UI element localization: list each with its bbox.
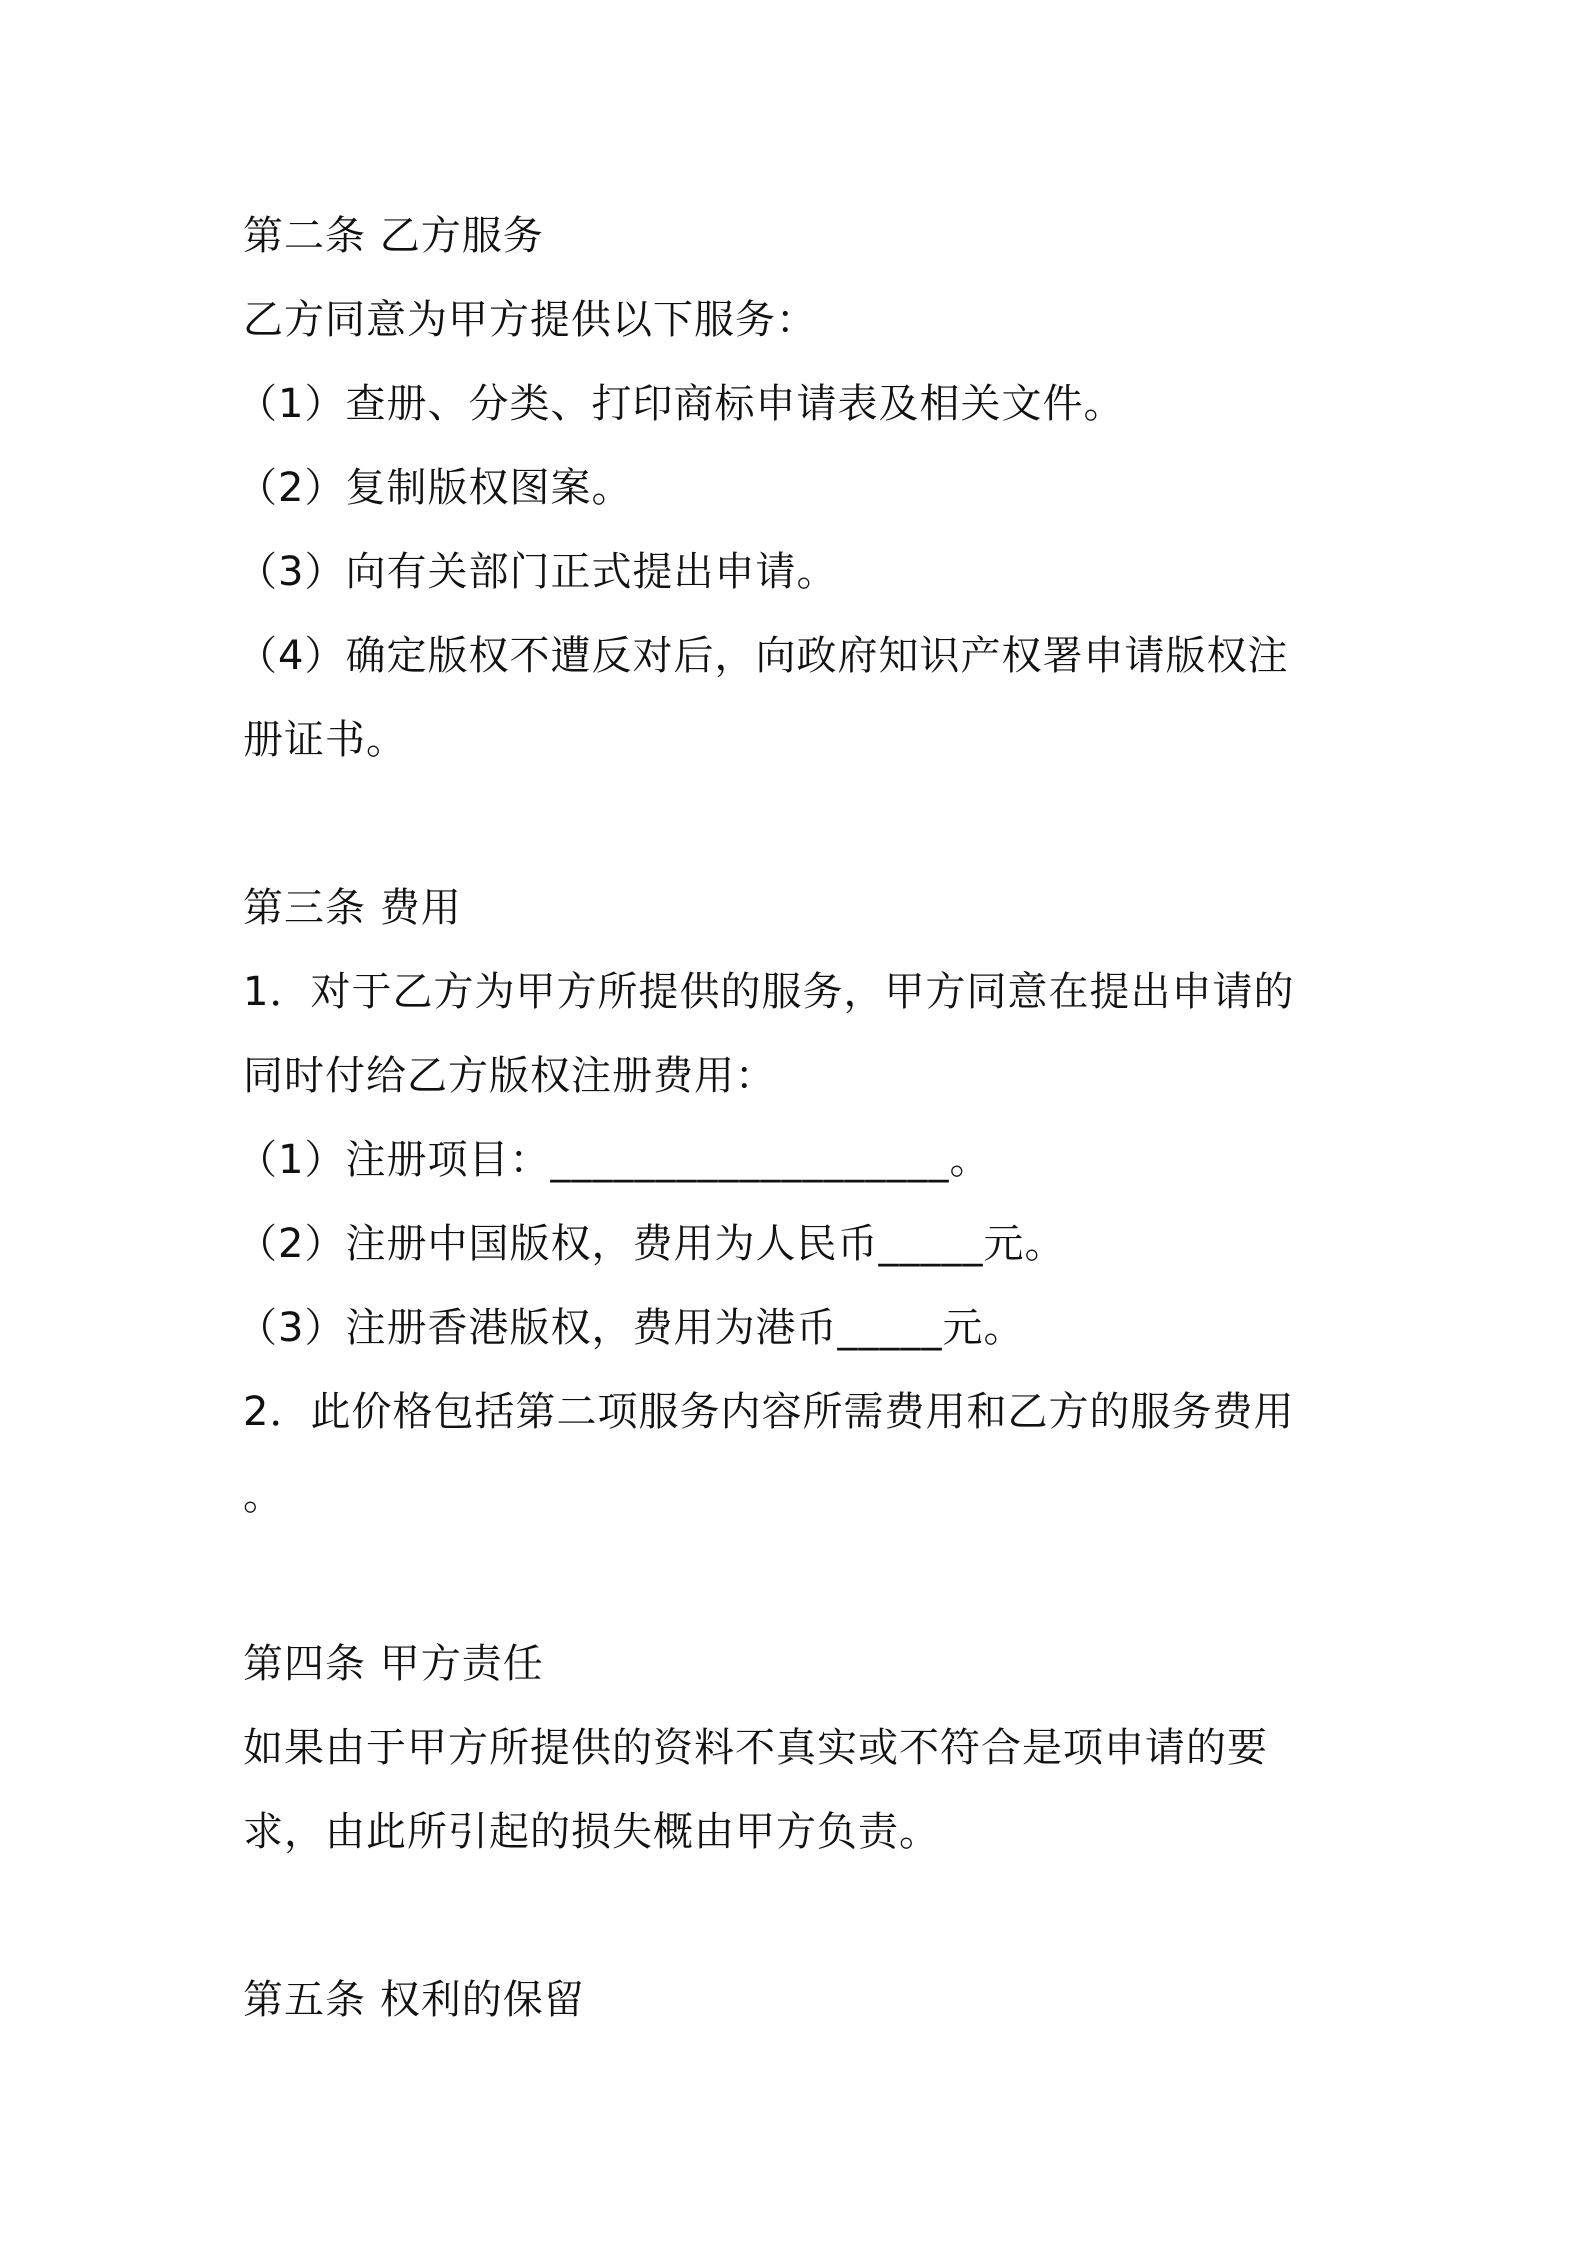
list-item: （2）注册中国版权，费用为人民币_____元。 xyxy=(237,1221,1066,1267)
section-article-2 xyxy=(237,194,1363,782)
section-article-5 xyxy=(243,1958,1363,2042)
paragraph-line: 求，由此所引起的损失概由甲方负责。 xyxy=(243,1809,940,1855)
list-item: （2）复制版权图案。 xyxy=(237,465,633,511)
paragraph-line: 1．对于乙方为甲方所提供的服务，甲方同意在提出申请的 xyxy=(243,969,1295,1015)
section-heading: 第三条 费用 xyxy=(243,885,462,931)
paragraph-line: 同时付给乙方版权注册费用： xyxy=(243,1053,776,1099)
paragraph-line: 。 xyxy=(243,1473,284,1519)
section-heading: 第四条 甲方责任 xyxy=(243,1641,544,1687)
document-body xyxy=(237,194,1363,2042)
list-item: （1）注册项目：___________________。 xyxy=(237,1137,991,1183)
section-article-4 xyxy=(243,1622,1363,1874)
section-heading: 第五条 权利的保留 xyxy=(243,1977,585,2023)
paragraph-line: 乙方同意为甲方提供以下服务： xyxy=(243,297,817,343)
section-spacer xyxy=(243,1874,1363,1958)
list-item: （3）注册香港版权，费用为港币_____元。 xyxy=(237,1305,1025,1351)
section-spacer xyxy=(243,1538,1363,1622)
list-item: （1）查册、分类、打印商标申请表及相关文件。 xyxy=(237,381,1125,427)
section-article-3 xyxy=(237,866,1363,1538)
section-heading: 第二条 乙方服务 xyxy=(243,213,544,259)
paragraph-line: 2．此价格包括第二项服务内容所需费用和乙方的服务费用 xyxy=(243,1389,1295,1435)
list-item: （4）确定版权不遭反对后，向政府知识产权署申请版权注 xyxy=(237,633,1289,679)
list-item: （3）向有关部门正式提出申请。 xyxy=(237,549,838,595)
paragraph-line: 如果由于甲方所提供的资料不真实或不符合是项申请的要 xyxy=(243,1725,1268,1771)
paragraph-line: 册证书。 xyxy=(243,717,407,763)
section-spacer xyxy=(243,782,1363,866)
